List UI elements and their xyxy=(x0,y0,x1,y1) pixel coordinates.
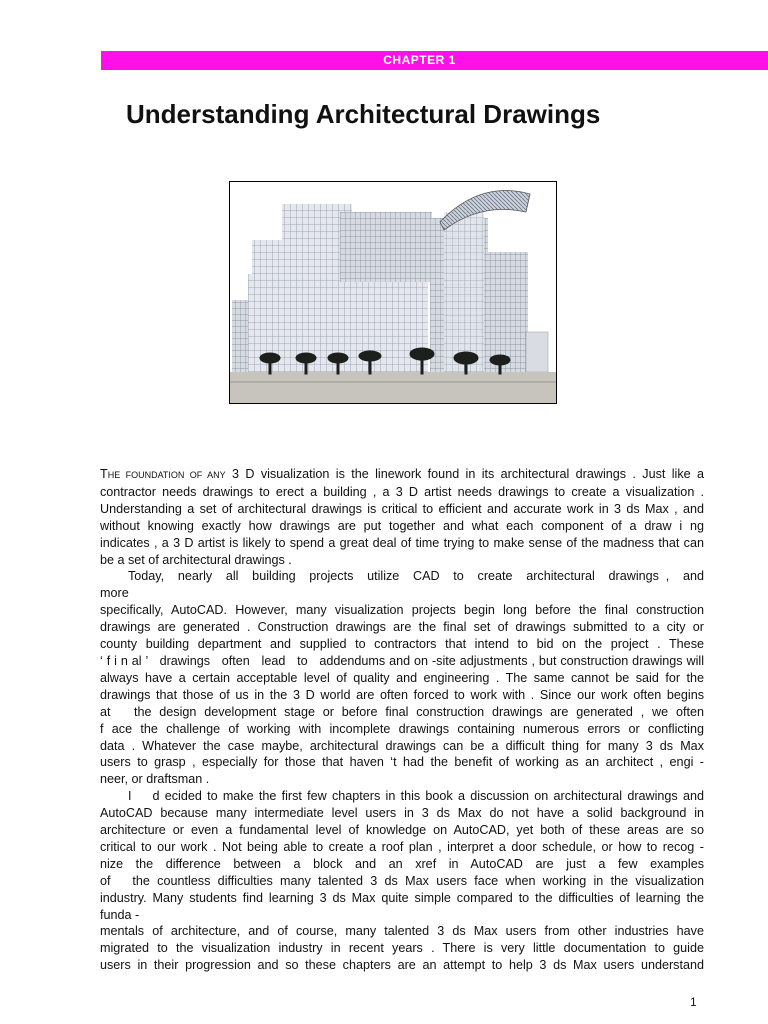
body-line xyxy=(100,738,704,755)
chapter-label: CHAPTER 1 xyxy=(383,53,456,67)
body-line xyxy=(100,484,704,501)
body-line xyxy=(100,907,704,924)
body-line xyxy=(100,602,704,619)
body-text xyxy=(100,466,704,974)
body-line-text: 3 D visualization is the linework found in its architectural drawings . Just like a xyxy=(225,467,704,481)
body-line xyxy=(100,957,704,974)
body-line-text: critical to our work . Not being able to create a roof plan , interpret a door schedule, or how to recog - xyxy=(100,839,704,854)
body-line-text: Today, nearly all building projects utilize CAD to create architectural drawings , and xyxy=(128,569,704,584)
body-line-text: data . Whatever the case maybe, architectural drawings can be a difficult thing for many 3 ds Max xyxy=(100,738,704,753)
body-line-text: contractor needs drawings to erect a building , a 3 D artist needs drawings to create a visualization . xyxy=(100,484,704,499)
body-line xyxy=(100,721,704,738)
body-line xyxy=(100,754,704,771)
body-line xyxy=(100,856,704,873)
body-line xyxy=(100,873,704,890)
body-line-text: f ace the challenge of working with incomplete drawings containing numerous errors or conflicting xyxy=(100,721,704,736)
body-line-text: always have a certain acceptable level of quality and engineering . The same cannot be said for the xyxy=(100,670,704,685)
body-line-text: architecture or even a fundamental level of knowledge on AutoCAD, yet both of these areas are so xyxy=(100,823,704,838)
body-line-text: be a set of architectural drawings . xyxy=(100,552,292,567)
body-line xyxy=(100,568,704,585)
body-line xyxy=(100,619,704,636)
body-line-text: AutoCAD because many intermediate level users in 3 ds Max do not have a solid background in xyxy=(100,806,704,821)
body-line-text: at the design development stage or before final construction drawings are generated , we often xyxy=(100,704,704,719)
building-rendering-image xyxy=(229,181,557,404)
body-line xyxy=(100,704,704,721)
body-line xyxy=(100,670,704,687)
body-line xyxy=(100,636,704,653)
body-line xyxy=(100,535,704,552)
body-line-text: users in their progression and so these chapters are an attempt to help 3 ds Max users understand xyxy=(100,958,704,973)
body-line xyxy=(100,890,704,907)
page-number: 1 xyxy=(690,995,697,1009)
body-line-text: specifically, AutoCAD. However, many visualization projects begin long before the final construction xyxy=(100,603,704,618)
body-line-text: indicates , a 3 D artist is likely to spend a great deal of time trying to make sense of the madness that can xyxy=(100,535,704,550)
body-line xyxy=(100,552,704,569)
body-line-text: ‘ f i n al ’ drawings often lead to addendums and on -site adjustments , but construction drawings will xyxy=(100,653,704,668)
body-line-text: I d ecided to make the first few chapters in this book a discussion on architectural drawings and xyxy=(128,789,704,804)
body-line xyxy=(100,805,704,822)
body-line-text: nize the difference between a block and an xref in AutoCAD are just a few examples xyxy=(100,856,704,871)
body-line-text: more xyxy=(100,586,129,601)
body-line xyxy=(100,466,704,484)
chapter-header-bar xyxy=(101,51,768,70)
body-line xyxy=(100,923,704,940)
body-line-text: without knowing exactly how drawings are put together and what each component of a draw i ng xyxy=(100,518,704,533)
body-line xyxy=(100,940,704,957)
body-line-text: county building department and supplied to contractors that intend to bid on the project . These xyxy=(100,637,704,652)
body-line-text: of the countless difficulties many talented 3 ds Max users face when working in the visualization xyxy=(100,873,704,888)
body-line xyxy=(100,788,704,805)
body-line xyxy=(100,687,704,704)
body-line xyxy=(100,585,704,602)
body-line-text: Understanding a set of architectural drawings is critical to efficient and accurate work in 3 ds Max , and xyxy=(100,501,704,516)
body-line xyxy=(100,653,704,670)
body-line-text: industry. Many students find learning 3 ds Max quite simple compared to the difficulties of learning the xyxy=(100,890,704,905)
body-line xyxy=(100,822,704,839)
body-line-text: migrated to the visualization industry in recent years . There is very little documentation to guide xyxy=(100,941,704,956)
body-line-text: drawings that those of us in the 3 D world are often forced to work with . Since our work often begins xyxy=(100,687,704,702)
body-line-text: funda - xyxy=(100,907,140,922)
body-line xyxy=(100,771,704,788)
body-line xyxy=(100,501,704,518)
body-line-text: drawings are generated . Construction drawings are the final set of drawings submitted to a city or xyxy=(100,620,704,635)
body-line-text: users to grasp , especially for those that haven ‘t had the benefit of working as an architect , engi - xyxy=(100,755,704,770)
body-line-text: mentals of architecture, and of course, many talented 3 ds Max users from other industries have xyxy=(100,924,704,939)
small-caps-lead: HE FOUNDATION OF ANY xyxy=(107,470,226,480)
page-title: Understanding Architectural Drawings xyxy=(126,99,601,129)
body-line xyxy=(100,839,704,856)
body-line xyxy=(100,518,704,535)
drop-cap: T xyxy=(100,467,108,481)
body-line-text: neer, or draftsman . xyxy=(100,772,210,787)
